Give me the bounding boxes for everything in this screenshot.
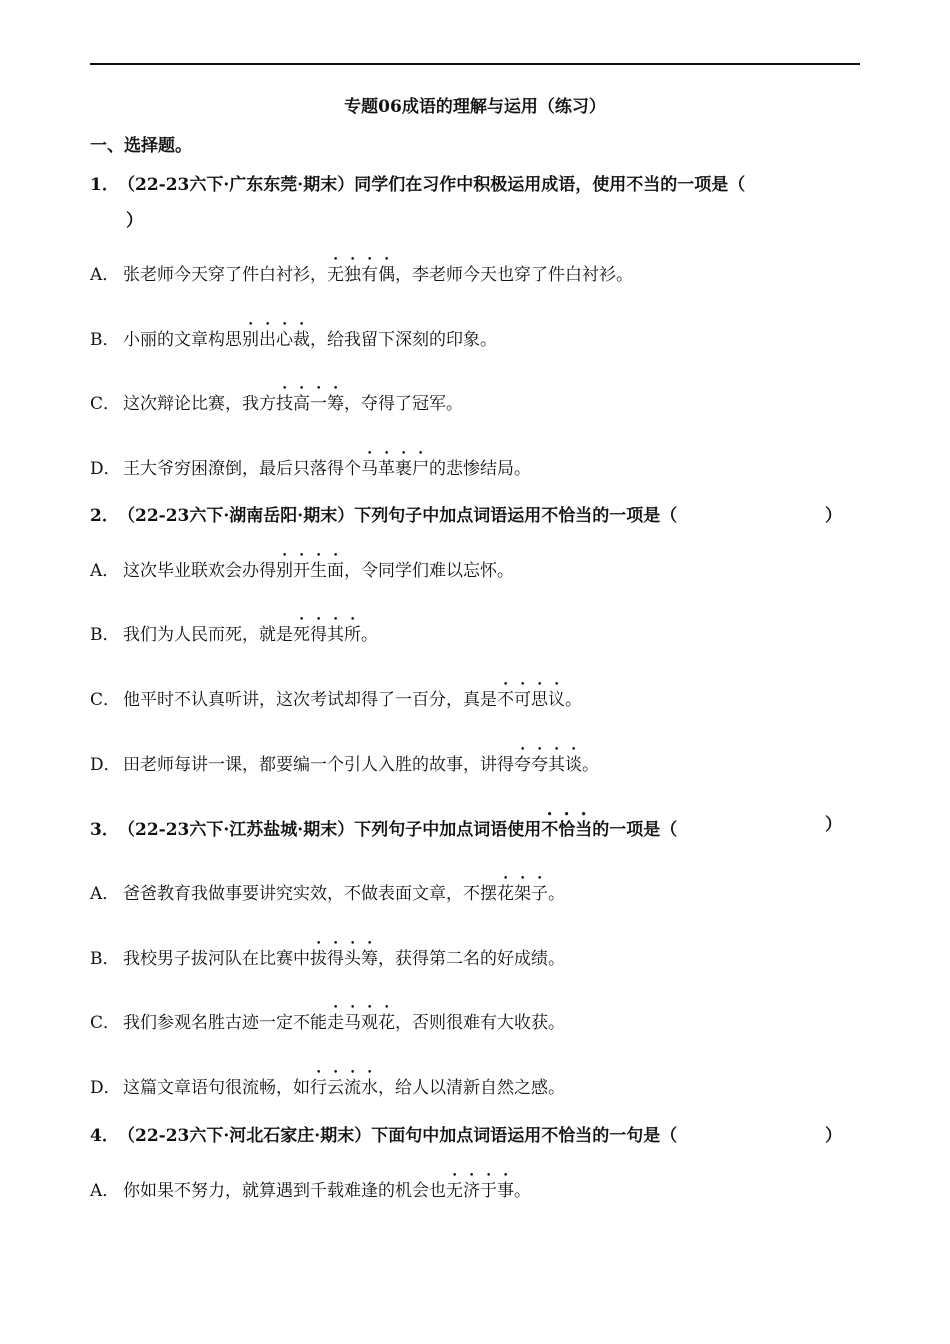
option-label: B．: [90, 330, 120, 350]
emphasized-idiom: 无济于事: [446, 1181, 514, 1201]
q1-option-a[interactable]: [90, 255, 633, 285]
option-text: 王大爷穷困潦倒，最后只落得个: [123, 459, 361, 479]
q4-option-a[interactable]: [90, 1171, 531, 1201]
option-text: 。: [514, 1181, 531, 1201]
option-text: 我校男子拔河队在比赛中: [123, 949, 310, 969]
answer-paren: ）: [825, 506, 842, 526]
emphasized-word: 不恰当: [541, 820, 593, 840]
option-label: B．: [90, 949, 120, 969]
option-text: 小丽的文章构思: [123, 330, 242, 350]
option-text: 这次毕业联欢会办得: [123, 561, 276, 581]
emphasized-idiom: 行云流水: [310, 1078, 378, 1098]
emphasized-idiom: 别出心裁: [242, 330, 310, 350]
emphasized-idiom: 死得其所: [293, 625, 361, 645]
emphasized-idiom: 技高一筹: [276, 394, 344, 414]
option-text: ，夺得了冠军。: [344, 394, 463, 414]
option-text: 田老师每讲一课，都要编一个引人入胜的故事，讲得: [123, 755, 514, 775]
question-stem: 的一项是（: [592, 820, 678, 840]
emphasized-idiom: 别开生面: [276, 561, 344, 581]
option-text: 。: [361, 625, 378, 645]
option-label: B．: [90, 625, 120, 645]
option-text: ，获得第二名的好成绩。: [378, 949, 565, 969]
option-text: 。: [582, 755, 599, 775]
question-number: 3．: [90, 820, 119, 840]
option-label: A．: [90, 1181, 120, 1201]
answer-paren: ）: [825, 1126, 842, 1146]
option-label: C．: [90, 394, 121, 414]
option-label: A．: [90, 265, 120, 285]
question-stem: （22-23六下·湖南岳阳·期末）下列句子中加点词语运用不恰当的一项是（: [118, 506, 678, 526]
option-text: ，给我留下深刻的印象。: [310, 330, 497, 350]
question-number: 2．: [90, 506, 119, 526]
question-1: [90, 170, 860, 231]
option-text: 的悲惨结局。: [429, 459, 531, 479]
option-text: 。: [548, 884, 565, 904]
question-3: [90, 810, 860, 840]
q2-option-a[interactable]: [90, 551, 514, 581]
option-text: 爸爸教育我做事要讲究实效，不做表面文章，不摆: [123, 884, 497, 904]
q1-option-d[interactable]: [90, 449, 531, 479]
question-number: 4．: [90, 1126, 119, 1146]
q3-option-d[interactable]: [90, 1068, 565, 1098]
header-rule: [90, 63, 860, 65]
option-label: D．: [90, 459, 121, 479]
option-text: 张老师今天穿了件白衬衫，: [123, 265, 327, 285]
option-label: A．: [90, 561, 120, 581]
option-text: ，令同学们难以忘怀。: [344, 561, 514, 581]
option-text: 我们参观名胜古迹一定不能: [123, 1013, 327, 1033]
question-number: 1．: [90, 175, 119, 195]
option-text: ，否则很难有大收获。: [395, 1013, 565, 1033]
emphasized-idiom: 夸夸其谈: [514, 755, 582, 775]
option-text: 这篇文章语句很流畅，如: [123, 1078, 310, 1098]
q3-option-b[interactable]: [90, 939, 565, 969]
q2-option-d[interactable]: [90, 745, 599, 775]
emphasized-idiom: 走马观花: [327, 1013, 395, 1033]
q1-option-b[interactable]: [90, 320, 497, 350]
option-text: 他平时不认真听讲，这次考试却得了一百分，真是: [123, 690, 497, 710]
q2-option-b[interactable]: [90, 615, 378, 645]
question-stem: （22-23六下·江苏盐城·期末）下列句子中加点词语使用: [118, 820, 542, 840]
option-label: D．: [90, 1078, 121, 1098]
option-text: 你如果不努力，就算遇到千载难逢的机会也: [123, 1181, 446, 1201]
question-stem-continuation: ）: [126, 211, 143, 231]
section-heading: 一、选择题。: [90, 136, 192, 156]
option-label: D．: [90, 755, 121, 775]
page-title: 专题06成语的理解与运用（练习）: [344, 97, 606, 117]
option-text: 这次辩论比赛，我方: [123, 394, 276, 414]
emphasized-idiom: 拔得头筹: [310, 949, 378, 969]
option-label: C．: [90, 1013, 121, 1033]
question-stem: （22-23六下·广东东莞·期末）同学们在习作中积极运用成语，使用不当的一项是（: [118, 175, 746, 195]
answer-paren: ）: [825, 815, 842, 835]
q3-option-c[interactable]: [90, 1003, 565, 1033]
emphasized-idiom: 马革裹尸: [361, 459, 429, 479]
q3-option-a[interactable]: [90, 874, 565, 904]
option-text: ，李老师今天也穿了件白衬衫。: [395, 265, 633, 285]
emphasized-idiom: 无独有偶: [327, 265, 395, 285]
option-text: ，给人以清新自然之感。: [378, 1078, 565, 1098]
option-text: 我们为人民而死，就是: [123, 625, 293, 645]
option-label: C．: [90, 690, 121, 710]
question-2: [90, 501, 860, 526]
q2-option-c[interactable]: [90, 680, 582, 710]
option-text: 。: [565, 690, 582, 710]
emphasized-idiom: 花架子: [497, 884, 548, 904]
emphasized-idiom: 不可思议: [497, 690, 565, 710]
q1-option-c[interactable]: [90, 384, 463, 414]
question-stem: （22-23六下·河北石家庄·期末）下面句中加点词语运用不恰当的一句是（: [118, 1126, 678, 1146]
option-label: A．: [90, 884, 120, 904]
question-4: [90, 1121, 860, 1146]
